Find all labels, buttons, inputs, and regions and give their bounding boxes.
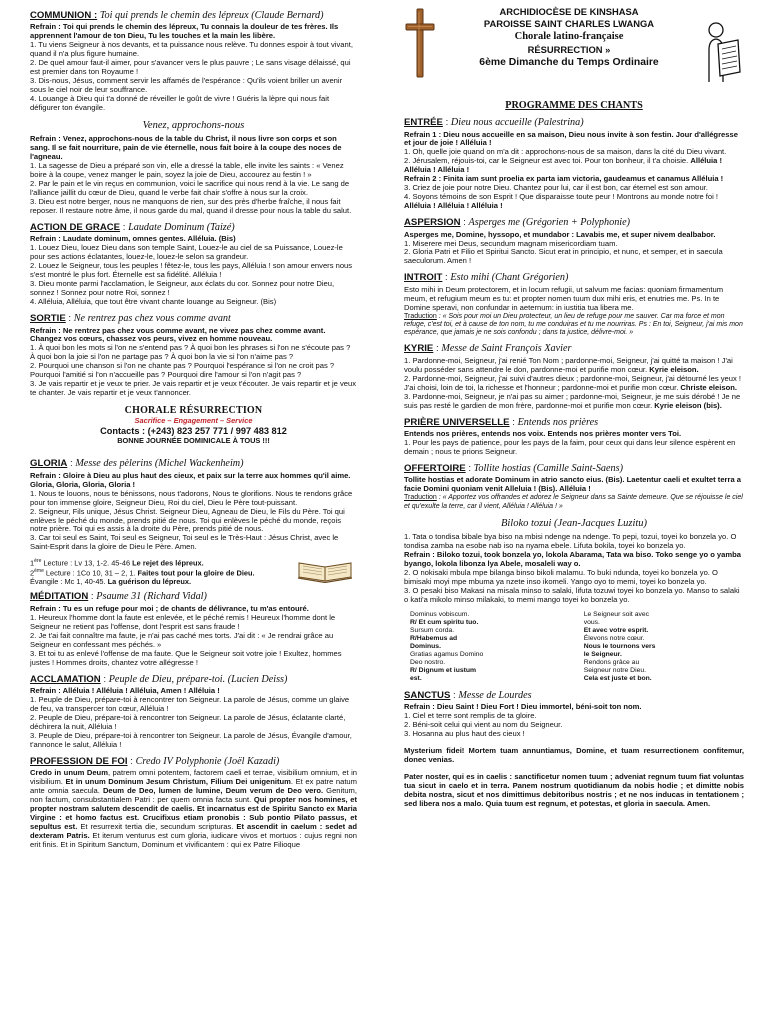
reader-icon — [700, 20, 742, 84]
introit-heading: INTROIT : Esto mihi (Chant Grégorien) — [404, 272, 569, 284]
asperges-heading: ASPERSION : Asperges me (Grégorien + Polyphonie) — [404, 217, 631, 229]
credo-heading: PROFESSION DE FOI : Credo IV Polyphonie (Joël Kazadi) — [30, 755, 280, 767]
sanctus-refrain: Refrain : Dieu Saint ! Dieu Fort ! Dieu immortel, béni-soit ton nom. — [404, 702, 642, 712]
acclamation-verse-3: 3. Peuple de Dieu, prépare-toi à rencontrer ton Seigneur. La parole de Jésus, Évangile d'amour, t'annonce le salut, Alléluia ! — [30, 730, 352, 749]
sanctus-section — [404, 689, 744, 739]
sortie-heading: SORTIE : Ne rentrez pas chez vous comme avant — [30, 313, 231, 325]
acclamation-verse-1: 1. Peuple de Dieu, prépare-toi à rencontrer ton Seigneur. La parole de Jésus, comme un glaive de feu, va transpercer ton cœur, Alléluia ! — [30, 695, 350, 713]
acclamation-refrain: Refrain : Alléluia ! Alléluia ! Alléluia, Amen ! Alléluia ! — [30, 686, 220, 696]
priere-section — [404, 416, 744, 457]
offertoire-section — [404, 462, 744, 511]
communion-refrain: Refrain : Toi qui prends le chemin des lépreux, Tu connais la douleur de tes frères. Ils apprennent l'amour de ton Dieu, Tu les touches et la main les libère. — [30, 22, 339, 41]
chorale-label: RÉSURRECTION » — [527, 44, 611, 56]
communion-verse-3: 3. Dis-nous, Jésus, comment servir les affamés de l'espérance : Qu'ils voient briller un avenir sous le ciel noir de leur souffrance. — [30, 76, 343, 95]
venez-verse-2: 2. Par le pain et le vin reçus en communion, voici le sacrifice qui nous rend à la vie. Le sang de l'alliance jaillit du cœur de Dieu, quand le verbe fait chair s'offre à nous sur la croix. — [30, 179, 350, 198]
entree-verse-3: 3. Criez de joie pour notre Dieu. Chantez pour lui, car il est bon, car éternel est son amour. — [404, 183, 708, 193]
introit-translation: Traduction : « Sois pour moi un Dieu protecteur, un lieu de refuge pour me sauver. Car ma force et mon refuge, c'est toi, et à cause de ton nom, tu me conduiras et tu me nourriras. Ps : En toi, Seigneur, j'ai mis mon espérance, que jamais je ne sois confondu ; dans ta justice, délivre-moi. » — [404, 312, 743, 337]
biloko-verse-1: 1. Tata o tondisa bibale bya biso na mbisi ndenge na ndenge. To pepi, tozui, toyei ko bonzela yo. O tondisa zamba na esobe nab iso na nyama ebele. Lifuta bokila, toyei ko bonzela yo. — [404, 532, 737, 551]
preface-dialogue — [410, 611, 744, 683]
priere-verse-1: 1. Pour les pays de patience, pour les pays de la faim, pour ceux qui dans leur silence espèrent en demain ; nous te prions Seigneur. — [404, 438, 736, 456]
entree-section — [404, 116, 744, 211]
biloko-section — [404, 518, 744, 605]
gloria-verse-1: 1. Nous te louons, nous te bénissons, nous t'adorons, Nous te glorifions. Nous te rendons grâce pour ton immense gloire, Seigneur Dieu, Roi du ciel, Dieu le Père tout-puissant. — [30, 488, 353, 507]
gloria-section — [30, 457, 357, 552]
sanctus-verse-3: 3. Hosanna au plus haut des cieux ! — [404, 729, 525, 739]
sortie-refrain: Refrain : Ne rentrez pas chez vous comme avant, ne vivez pas chez comme avant. Changez vos cœurs, chassez vos peurs, vivez en homme nouveau. — [30, 325, 326, 344]
chorale-slogan: Sacrifice – Engagement – Service — [134, 415, 253, 425]
sortie-section — [30, 312, 357, 398]
contact-block — [30, 405, 357, 445]
entree-heading: ENTRÉE : Dieu nous accueille (Palestrina) — [404, 117, 584, 129]
gloria-heading: GLORIA : Messe des pèlerins (Michel Wackenheim) — [30, 458, 244, 470]
mysterium-fidei: Mysterium fidei! Mortem tuam annuntiamus, Domine, et tuam resurrectionem confitemur, donec venias. — [404, 746, 744, 765]
venez-refrain: Refrain : Venez, approchons-nous de la table du Christ, il nous livre son corps et son sang. Il se fait nourriture, pain de vie éternelle, nous fait boire à la coupe des noces de l'agneau. — [30, 134, 342, 162]
venez-verse-1: 1. La sagesse de Dieu a préparé son vin, elle a dressé la table, elle invite les saints : « Venez boire à la coupe, venez manger le pain, soyez la joie de Dieu, accourez au festin ! » — [30, 161, 344, 180]
dialogue-french: Le Seigneur soit avec vous. Et avec votre esprit. Élevons notre cœur. Nous le tournons vers le Seigneur. Rendons grâce au Seigneur notre Dieu. Cela est juste et bon. — [583, 610, 656, 682]
offertoire-translation: Traduction : « Apportez vos offrandes et adorez le Seigneur dans sa Sainte demeure. Que se réjouisse le ciel et qu'exulte la terre, car il vient, Alléluia ! Alléluia ! » — [404, 494, 743, 510]
gospel-reading: Évangile : Mc 1, 40-45. La guérison du lépreux. — [30, 576, 192, 586]
entree-verse-4: 4. Soyons témoins de son Esprit ! Que disparaisse toute peur ! Montrons au monde notre foi ! Alléluia ! Alléluia ! Alléluia ! — [404, 192, 719, 211]
meditation-verse-1: 1. Heureux l'homme dont la faute est enlevée, et le péché remis ! Heureux l'homme dont le Seigneur ne retient pas l'offense, dont l'esprit est sans fraude ! — [30, 612, 336, 631]
venez-verse-3: 3. Dieu est notre berger, nous ne manquons de rien, sur des près d'herbe fraîche, il nous fait reposer. Il restaure notre âme, il nous garde du mal, quand il dresse pour nous la table du salut. — [30, 197, 352, 215]
introit-text: Esto mihi in Deum protectorem, et in locum refugii, ut salvum me facias: quoniam firmamentum meum, et refugium meum es tu: et propter nomen tuum dux mihi eris, et enutries me. Ps. In te Domine speravi, non confundar in aeternum: in iustitia tua libera me. — [404, 284, 724, 312]
venez-title: Venez, approchons-nous — [142, 120, 245, 131]
greeting: BONNE JOURNÉE DOMINICALE À TOUS !!! — [117, 435, 270, 445]
asperges-verse-2: 2. Gloria Patri et Filio et Spiritui Sancto. Sicut erat in principio, et nunc, et semper, et in saecula saeculorum. Amen ! — [404, 247, 723, 266]
sortie-verse-2: 2. Pourquoi une chanson si l'on ne chante pas ? Pourquoi l'espérance si l'on ne croit pas ? Pourquoi l'amitié si l'on n'accueille pas ? Pourquoi dire l'amour si l'on n'agit pas ? — [30, 361, 335, 380]
offertoire-refrain: Tollite hostias et adorate Dominum in atrio sancto eius. (Bis). Laetentur caeli et exultet terra a facie Domini quoniam venit Alleluia ! (Bis). Alléluia ! — [404, 475, 742, 494]
action-verse-1: 1. Louez Dieu, louez Dieu dans son temple Saint, Louez-le au ciel de sa Puissance, Louez-le pour ses actions éclatantes, louez-le, louez-le selon sa grandeur. — [30, 243, 343, 262]
sortie-verse-1: 1. À quoi bon les mots si l'on ne s'entend pas ? À quoi bon les phrases si l'on ne s'écoute pas ? À quoi bon la joie si l'on ne partage pas ? À quoi bon la vie si l'on n'aime pas ? — [30, 343, 351, 362]
gloria-verse-2: 2. Seigneur, Fils unique, Jésus Christ. Seigneur Dieu, Agneau de Dieu, le Fils du Père. Toi qui enlèves le péché du monde, prends pitié de nous. Toi qui enlèves le péché du monde, reçois notre prière. Toi qui es assis à la droite du Père, prends pitié de nous. — [30, 506, 345, 534]
communion-verse-4: 4. Louange à Dieu qui t'a donné de réveiller le goût de vivre ! Guéris la lèpre qui nous fait défigurer ton évangile. — [30, 94, 330, 113]
meditation-section — [30, 590, 357, 667]
open-book-icon — [297, 557, 353, 583]
biloko-refrain: Refrain : Biloko tozui, took bonzela yo, lokola Abarama, Tata wa biso. Toko senge yo o yamba byango, lokola libonza lya Abele, mosaleli way o. — [404, 550, 741, 569]
parish-name: PAROISSE SAINT CHARLES LWANGA — [483, 18, 655, 30]
parish-header-text — [438, 6, 700, 69]
biloko-verse-3: 3. O pesaki biso Makasi na misala minso to salaki, lifuta tozuwi toyei ko bonzela yo. Manso to salaki o kati'a mikolo minso milakaki, to memi mango toyei ko bonzela yo. — [404, 585, 740, 604]
archdiocese: ARCHIDIOCÈSE DE KINSHASA — [499, 6, 639, 17]
pater-noster: Pater noster, qui es in caelis : sanctificetur nomen tuum ; adveniat regnum tuum fiat voluntas tua sicut in caelo et in terra. Panem nostrum quotidianum da nobis hodie ; et dimitte nobis debita nostra, sicut et nos dimittimus debitoribus nostris ; et ne nos inducas in tentationem ; sed libera nos a malo. Quia tuum est regnum, et potestas, et gloria in saecula. Amen. — [404, 772, 744, 809]
cross-icon — [404, 8, 436, 78]
second-reading: 2ème Lecture : 1Co 10, 31 – 2, 1. Faites tout pour la gloire de Dieu. — [30, 567, 255, 577]
chorale-type: Chorale latino-française — [514, 31, 624, 43]
action-de-grace-section — [30, 221, 357, 307]
communion-verse-1: 1. Tu viens Seigneur à nos devants, et ta puissance nous relève. Tu donnes espoir à tout vivant, quand il n'a plus figure humaine. — [30, 40, 353, 59]
kyrie-verse-1: 1. Pardonne-moi, Seigneur, j'ai renié Ton Nom ; pardonne-moi, Seigneur, j'ai quitté ta maison ! J'ai voulu posséder sans attendre le don, pardonne-moi et purifie mon cœur. Kyrie eleison. — [404, 355, 733, 374]
asperges-section — [404, 216, 744, 266]
asperges-verse-1: 1. Miserere mei Deus, secundum magnam misericordiam tuam. — [404, 238, 618, 248]
liturgical-day: 6ème Dimanche du Temps Ordinaire — [479, 57, 659, 69]
chorale-name: CHORALE RÉSURRECTION — [124, 405, 263, 417]
kyrie-heading: KYRIE : Messe de Saint François Xavier — [404, 343, 572, 355]
communion-section — [30, 9, 357, 113]
gloria-refrain: Refrain : Gloire à Dieu au plus haut des cieux, et paix sur la terre aux hommes qu'il aime. Gloria, Gloria, Gloria, Gloria ! — [30, 470, 351, 489]
credo-text: Credo in unum Deum, patrem omni potentem, factorem caeli et terrae, visibilium omnium, et in visibilium. Et in unum Dominum Jesum Christum, Filium Dei unigenitum. Et ex patre natum ante omnia saecula. Deum de Deo, lumen de lumine, Deum verum de Deo vero. Genitum, non factum, consubstantialem Patri : per quem omnia facta sunt. Qui propter nos homines, et propter nostram salutem descendit de caelis. Et incarnatus est de Spiritu Sancto ex Maria Virgine : et homo factus est. Crucifixus etiam pronobis : Sub pontio Pilato passus, et sepultus est. Et resurrexit tertia die, secundum scripturas. Et ascendit in caelum : sedet ad dexteram Patris. Et iterum venturus est cum gloria, iudicare vivos et mortuos : cujus regni non erit finis. Et in Spiritum Sanctum, Dominum et vivificantem : qui ex Patre Filioque — [30, 768, 357, 849]
meditation-heading: MÉDITATION : Psaume 31 (Richard Vidal) — [30, 591, 207, 603]
priere-heading: PRIÈRE UNIVERSELLE : Entends nos prières — [404, 416, 599, 428]
sanctus-verse-2: 2. Béni-soit celui qui vient au nom du Seigneur. — [404, 720, 563, 730]
left-column — [30, 6, 357, 1020]
action-verse-2: 2. Louez le Seigneur, tous les peuples ! fêtez-le, tous les pays, Alléluia ! son amour envers nous s'est montré le plus fort. Éternelle est sa fidélité. Alléluia ! — [30, 261, 353, 280]
offertoire-heading: OFFERTOIRE : Tollite hostias (Camille Saint-Saens) — [404, 462, 623, 474]
communion-verse-2: 2. De quel amour faut-il aimer, pour s'avancer vers le plus pauvre ; Le sans visage délaissé, qui est premier dans ton Royaume ! — [30, 58, 351, 77]
first-reading: 1ère Lecture : Lv 13, 1-2. 45-46 Le rejet des lépreux. — [30, 558, 204, 568]
venez-section — [30, 120, 357, 216]
introit-section — [404, 271, 744, 337]
entree-refrain-2: Refrain 2 : Finita iam sunt proelia ex parta iam victoria, gaudeamus et canamus Alléluia ! — [404, 174, 724, 184]
acclamation-heading: ACCLAMATION : Peuple de Dieu, prépare-toi. (Lucien Deiss) — [30, 673, 288, 685]
kyrie-verse-3: 3. Pardonne-moi, Seigneur, je n'ai pas su aimer ; pardonne-moi, Seigneur, je me suis dérobé ! Je ne suis pas resté le gardien de mon frère, pardonne-moi et purifie mon cœur. Kyrie eleison (bis). — [404, 391, 741, 410]
meditation-verse-3: 3. Et toi tu as enlevé l'offense de ma faute. Que le Seigneur soit votre joie ! Exultez, hommes justes ! Hommes droits, chantez votre allégresse ! — [30, 648, 342, 667]
meditation-verse-2: 2. Je t'ai fait connaître ma faute, je n'ai pas caché mes torts. J'ai dit : « Je rendrai grâce au Seigneur en confessant mes péchés. » — [30, 630, 334, 649]
sanctus-verse-1: 1. Ciel et terre sont remplis de ta gloire. — [404, 711, 537, 721]
entree-verse-1: 1. Oh, quelle joie quand on m'a dit : approchons-nous de sa maison, dans la cité du Dieu vivant. — [404, 147, 727, 157]
kyrie-verse-2: 2. Pardonne-moi, Seigneur, j'ai suivi d'autres dieux ; pardonne-moi, Seigneur, j'ai détourné les yeux ! J'ai choisi, loin de toi, la richesse et l'honneur ; pardonne-moi et purifie mon cœur. Christe eleison. — [404, 373, 741, 392]
action-verse-4: 4. Alléluia, Alléluia, que tout être vivant chante louange au Seigneur. (Bis) — [30, 297, 277, 307]
action-verse-3: 3. Dieu monte parmi l'acclamation, le Seigneur, aux éclats du cor. Sonnez pour notre Dieu, sonnez ! Sonnez pour notre Roi, sonnez ! — [30, 279, 335, 298]
readings-block — [30, 559, 357, 586]
kyrie-section — [404, 342, 744, 410]
communion-heading: COMMUNION : Toi qui prends le chemin des lépreux (Claude Bernard) — [30, 10, 324, 21]
biloko-title: Biloko tozui (Jean-Jacques Luzitu) — [500, 517, 648, 529]
meditation-refrain: Refrain : Tu es un refuge pour moi ; de chants de délivrance, tu m'as entouré. — [30, 603, 309, 613]
priere-refrain: Entends nos prières, entends nos voix. Entends nos prières monter vers Toi. — [404, 429, 682, 439]
gloria-verse-3: 3. Car toi seul es Saint, Toi seul es Seigneur, Toi seul es le Très-Haut : Jésus Christ, avec le Saint-Esprit dans la gloire de Dieu le Père. Amen. — [30, 533, 339, 552]
action-refrain: Refrain : Laudate dominum, omnes gentes. Alléluia. (Bis) — [30, 234, 236, 244]
sanctus-heading: SANCTUS : Messe de Lourdes — [404, 689, 532, 701]
sortie-verse-3: 3. Je vais repartir et je veux te prier. Je vais repartir et je veux t'écouter. Je vais repartir et je veux te chanter. Je vais repartir et je veux t'annoncer. — [30, 379, 357, 398]
asperges-refrain: Asperges me, Domine, hyssopo, et mundabor : Lavabis me, et super nivem dealbabor. — [404, 229, 716, 239]
action-de-grace-heading: ACTION DE GRACE : Laudate Dominum (Taizé) — [30, 221, 235, 233]
acclamation-section — [30, 673, 357, 750]
entree-verse-2: 2. Jérusalem, réjouis-toi, car le Seigneur est avec toi. Pour ton bonheur, il t'a choisie. Alléluia ! Alléluia ! Alléluia ! — [404, 156, 723, 175]
programme-title: PROGRAMME DES CHANTS — [505, 100, 643, 111]
dialogue-latin: Dominus vobiscum. R/ Et cum spiritu tuo. Sursum corda. R/Habemus ad Dominus. Gratias agamus Domino Deo nostro. R/ Dignum et iustum est. — [410, 610, 484, 682]
entree-refrain-1: Refrain 1 : Dieu nous accueille en sa maison, Dieu nous invite à son festin. Jour d'allégresse et jour de joie ! Alléluia ! — [404, 129, 738, 148]
acclamation-verse-2: 2. Peuple de Dieu, prépare-toi à rencontrer ton Seigneur. La parole de Jésus, éclatante clarté, déchirera la nuit, Alléluia ! — [30, 712, 346, 731]
right-column — [404, 6, 744, 1020]
biloko-verse-2: 2. O nokisaki mbula mpe bilanga binso bikoli malamu. To buki ndunda, toyei ko bonzela yo. O bimisaki moyi mpe mbuma ya nzete inso ikomeli. Yango oyo to memi, toyei ko bonzela yo. — [404, 568, 718, 586]
parish-header — [404, 6, 744, 94]
contact-numbers: Contacts : (+243) 823 257 771 / 997 483 812 — [100, 425, 287, 436]
credo-section — [30, 755, 357, 850]
